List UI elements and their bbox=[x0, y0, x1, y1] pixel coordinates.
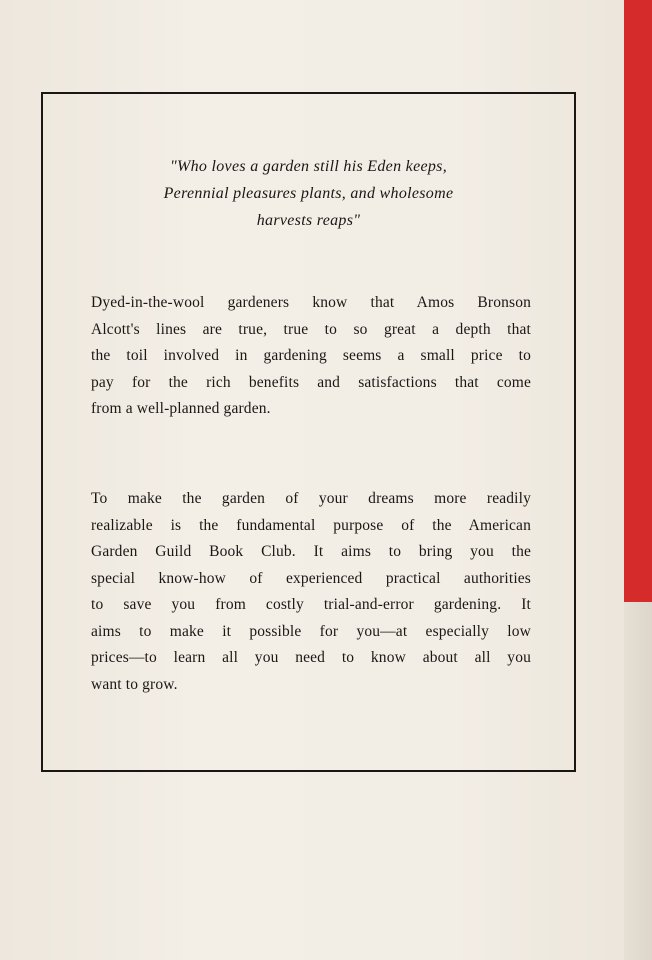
cover-edge bbox=[624, 602, 652, 960]
quote-line: "Who loves a garden still his Eden keeps, bbox=[169, 158, 448, 175]
quote-line: Perennial pleasures plants, and wholesome bbox=[163, 185, 454, 202]
text-line: Alcott's lines are true, true to so great a depth that bbox=[91, 320, 531, 338]
text-line: from a well-planned garden. bbox=[91, 400, 271, 417]
text-line: Dyed-in-the-wool gardeners know that Amos Bronson bbox=[91, 294, 531, 311]
text-line: special know-how of experienced practical authorities bbox=[91, 569, 531, 587]
paragraph-purpose bbox=[91, 486, 531, 698]
text-line: realizable is the fundamental purpose of the American bbox=[91, 516, 531, 534]
red-spine-stripe bbox=[624, 0, 652, 602]
text-line: aims to make it possible for you—at especially low bbox=[91, 622, 531, 640]
text-line: pay for the rich benefits and satisfactions that come bbox=[91, 373, 531, 391]
paragraph-intro bbox=[91, 290, 531, 423]
text-line: Garden Guild Book Club. It aims to bring you the bbox=[91, 543, 531, 560]
text-line: want to grow. bbox=[91, 675, 178, 693]
text-line: To make the garden of your dreams more readily bbox=[91, 490, 531, 507]
text-line: prices—to learn all you need to know about all you bbox=[91, 649, 531, 666]
quote-line: harvests reaps" bbox=[256, 212, 361, 229]
text-line: the toil involved in gardening seems a small price to bbox=[91, 347, 531, 364]
epigraph-quote bbox=[43, 153, 574, 234]
text-line: to save you from costly trial-and-error gardening. It bbox=[91, 596, 531, 613]
